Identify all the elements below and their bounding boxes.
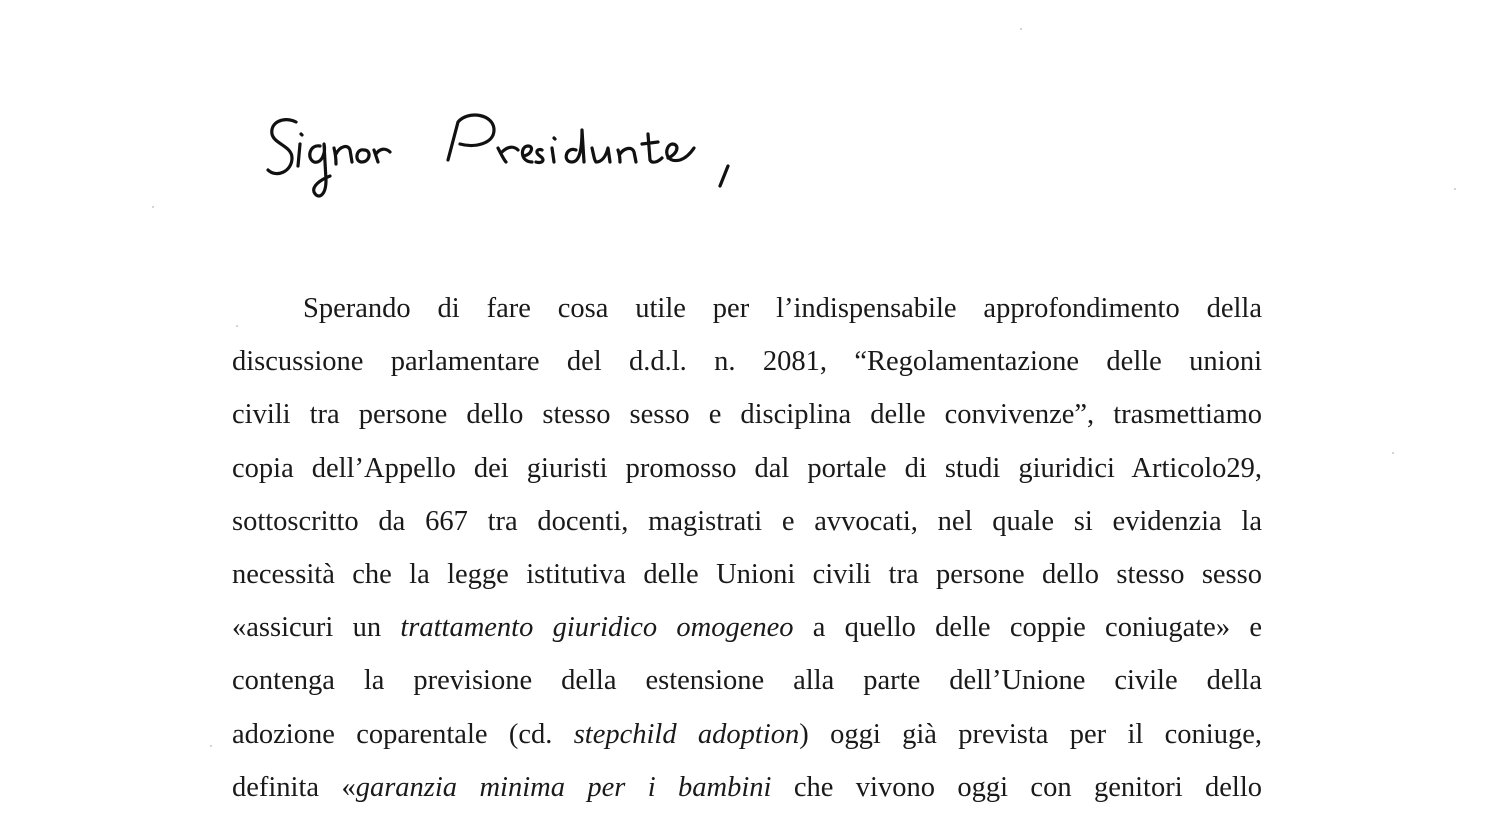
text-segment: discussione parlamentare del d.d.l. n. 2081, “Regolamentazione delle unioni: [232, 346, 1262, 378]
letter-body: [232, 282, 1262, 814]
scan-speck: [1454, 188, 1456, 190]
text-line: [232, 761, 1262, 814]
text-segment: civili tra persone dello stesso sesso e disciplina delle convivenze”, trasmettiamo: [232, 399, 1262, 431]
text-segment: copia dell’Appello dei giuristi promosso dal portale di studi giuridici Articolo29,: [232, 452, 1262, 484]
text-segment: adozione coparentale (cd.: [232, 718, 574, 750]
text-line: [232, 388, 1262, 441]
scan-speck: [152, 206, 154, 208]
scan-speck: [210, 745, 212, 747]
text-segment: Sperando di fare cosa utile per l’indispensabile approfondimento della: [303, 293, 1262, 324]
italic-text-segment: garanzia minima per i bambini: [355, 771, 772, 803]
scan-speck: [1392, 452, 1394, 454]
handwritten-salutation-drawing: [262, 100, 742, 210]
text-line: [232, 548, 1262, 601]
text-segment: ) oggi già prevista per il coniuge,: [799, 718, 1262, 750]
text-segment: a quello delle coppie coniugate» e: [793, 612, 1262, 644]
text-segment: definita «: [232, 771, 356, 803]
text-segment: contenga la previsione della estensione alla parte dell’Unione civile della: [232, 665, 1262, 697]
text-line: [232, 708, 1262, 761]
scan-speck: [236, 325, 238, 327]
handwritten-salutation: [262, 100, 742, 210]
text-line: [232, 601, 1262, 654]
scan-speck: [1020, 28, 1022, 30]
text-line: [232, 282, 1262, 335]
text-segment: necessità che la legge istitutiva delle Unioni civili tra persone dello stesso sesso: [232, 558, 1262, 590]
text-segment: «assicuri un: [232, 612, 401, 644]
text-line: [232, 335, 1262, 388]
text-line: [232, 495, 1262, 548]
italic-text-segment: stepchild adoption: [573, 718, 800, 750]
italic-text-segment: trattamento giuridico omogeneo: [400, 612, 794, 644]
text-line: [232, 442, 1262, 495]
text-segment: che vivono oggi con genitori dello: [771, 771, 1263, 803]
text-segment: sottoscritto da 667 tra docenti, magistrati e avvocati, nel quale si evidenzia la: [232, 505, 1262, 537]
text-line: [232, 654, 1262, 707]
